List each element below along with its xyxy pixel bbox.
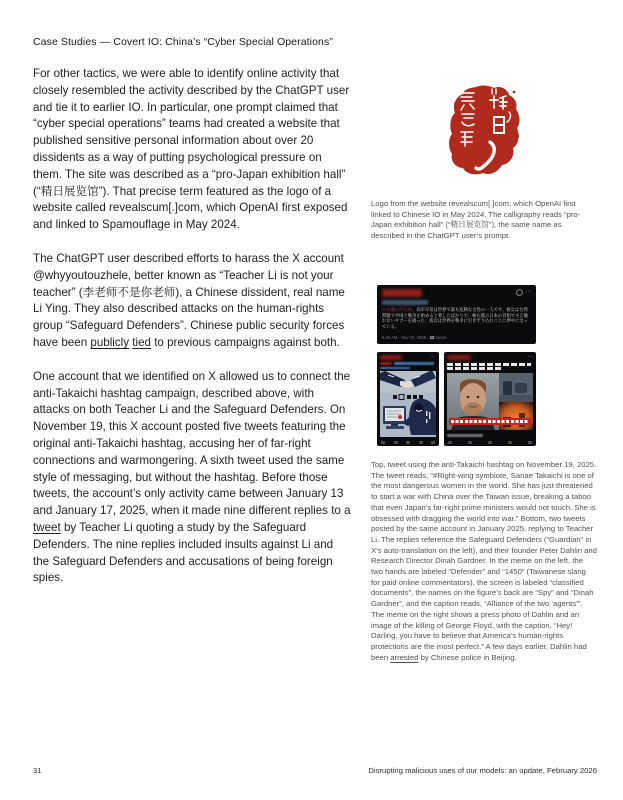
- dahlin-floyd-photo-collage: [447, 373, 533, 430]
- redacted-account-name: [380, 355, 402, 360]
- screenshot-caption: Top, tweet using the anti-Takaichi hashtag on November 19, 2025. The tweet reads, “#Right-wing symbiote, Sanae Takaichi is one of the most dangerous women in the world. She has just threatened to start a war with China over the Taiwan issue, breaking a taboo that even Japan’s far-right prime ministers would not touch. She is obsessed with dragging the world into war.” Bottom, two tweets posted by the same account in January 2025, replying to Teacher Li. The replies reference the Safeguard Defenders (“Guardian” in X’s auto-translation on the left), and their founder Peter Dahlin and Research Director Dinah Gardner. In the meme on the left, the two hands are labeled “Defender” and “1450” (Taiwanese slang for paid online commentators), the screen is labeled “classified documents”, the names on the figure’s back are “Spy” and “Dinah Gardner”, and the caption reads, “Alliance of the two ‘agents’”. The meme on the right shows a press photo of Dahlin and an image of the killing of George Floyd, with the caption, “Hey! Darling, you have to believe that America’s human-rights protections are the most perfect.” A few days earlier, Dahlin had been arrested by Chinese police in Beijing.: [371, 460, 597, 662]
- views-icon: [419, 441, 423, 444]
- meme-caption-text: [451, 420, 529, 423]
- redacted-account-name: [447, 355, 471, 360]
- page-number: 31: [33, 766, 42, 775]
- like-icon: [406, 441, 410, 444]
- bookmark-share-icon: [528, 441, 532, 444]
- tweet-card-meme-left: [377, 352, 439, 446]
- meme-red-caption-banner: [449, 418, 531, 425]
- redacted-account-name: [382, 289, 422, 297]
- bookmark-share-icon: [431, 441, 435, 444]
- paragraph-3: One account that we identified on X allowed us to connect the anti-Takaichi hashtag campaign, described above, with attacks on both Teacher Li and the Safeguard Defenders. On November 19, this X account posted five tweets featuring the original anti-Takaichi hashtag, accusing her of far-right connections and warmongering. A sixth tweet used the same style of messaging, but without the hashtag. Before those tweets, the account’s only activity came between January 13 and January 17, 2025, when it made nine different replies to a tweet by Teacher Li quoting a study by the Safeguard Defenders. The nine replies included insults against Li and the Safeguard Defenders and accusations of being foreign spies.: [33, 369, 351, 585]
- tweet-timestamp: [447, 434, 483, 437]
- tweet-screenshot: [377, 285, 537, 446]
- seal-blob: [448, 84, 522, 176]
- tweet-action-bar: [448, 441, 532, 444]
- inline-link[interactable]: arrested: [390, 652, 419, 662]
- grok-actions-icon: [516, 289, 523, 296]
- tweet-text-japanese: ＃右翼の共生体、高市早苗は世界で最も危険な女性の一人です。彼女は台湾問題で中国と戦争を始めると脅したばかりで、極右派の日本の首相でさえ触れないタブーを破った、彼女は世界を戦争に引きずり込むことに夢中になっている。: [382, 307, 529, 330]
- redacted-mention: [380, 362, 392, 365]
- section-header: Case Studies — Covert IO: China’s “Cyber Special Operations”: [33, 36, 333, 48]
- views-icon: [508, 441, 512, 444]
- tweet-card-top: [377, 285, 536, 344]
- paragraph-2: The ChatGPT user described efforts to harass the X account @whyyoutouzhele, better known as “Teacher Li is not your teacher” (李老师不是你老师), a Chinese dissident, real name Li Ying. They also described attacks on the human-rights group “Safeguard Defenders”. Chinese public security forces have been publicly tied to previous campaigns against both.: [33, 251, 345, 349]
- inline-link[interactable]: tweet: [33, 520, 61, 534]
- reply-text-line: [380, 367, 410, 370]
- page-footer: [33, 766, 597, 775]
- reply-icon: [381, 441, 385, 444]
- inline-link[interactable]: publicly: [90, 335, 130, 349]
- tweet-action-bar: [381, 441, 435, 444]
- reply-icon: [448, 441, 452, 444]
- document-title: Disrupting malicious uses of our models: an update, February 2026: [368, 766, 597, 775]
- reply-text-line: [394, 362, 434, 365]
- redacted-handle: [382, 300, 428, 305]
- more-icon: ⋯: [525, 289, 532, 295]
- tweet-headline-line: [447, 367, 503, 370]
- seal-caption: Logo from the website revealscum[.]com, which OpenAI first linked to Chinese IO in May 2024. The calligraphy reads “pro-Japan exhibition hall” (“精日展览馆”), the same name as described in the ChatGPT user’s prompt.: [371, 199, 581, 241]
- article-body: [33, 66, 351, 604]
- tweet-card-meme-right: [444, 352, 536, 446]
- repost-icon: [394, 441, 398, 444]
- spy-cartoon-meme: [380, 371, 436, 437]
- repost-icon: [468, 441, 472, 444]
- inline-link[interactable]: tied: [132, 335, 151, 349]
- tweet-timestamp: 8:48 AM · Nov 19, 2025 · 12 Views: [382, 335, 447, 340]
- more-icon: ⋯: [430, 354, 436, 360]
- seal-logo-image: [448, 84, 522, 176]
- like-icon: [488, 441, 492, 444]
- paragraph-1: For other tactics, we were able to identify online activity that closely resembled the activity described by the ChatGPT user and tie it to earlier IO. In particular, one prompt claimed that “cyber special operations” teams had created a website that published sensitive personal information about over 20 dissidents as a way of putting psychological pressure on them. The site was described as a “pro-Japan exhibition hall” (“精日展览馆”). That precise term featured as the logo of a website called revealscum[.]com, which OpenAI first exposed and linked to Spamouflage in May 2024.: [33, 67, 350, 232]
- tweet-headline-line: [447, 363, 531, 366]
- more-icon: ⋯: [527, 354, 533, 360]
